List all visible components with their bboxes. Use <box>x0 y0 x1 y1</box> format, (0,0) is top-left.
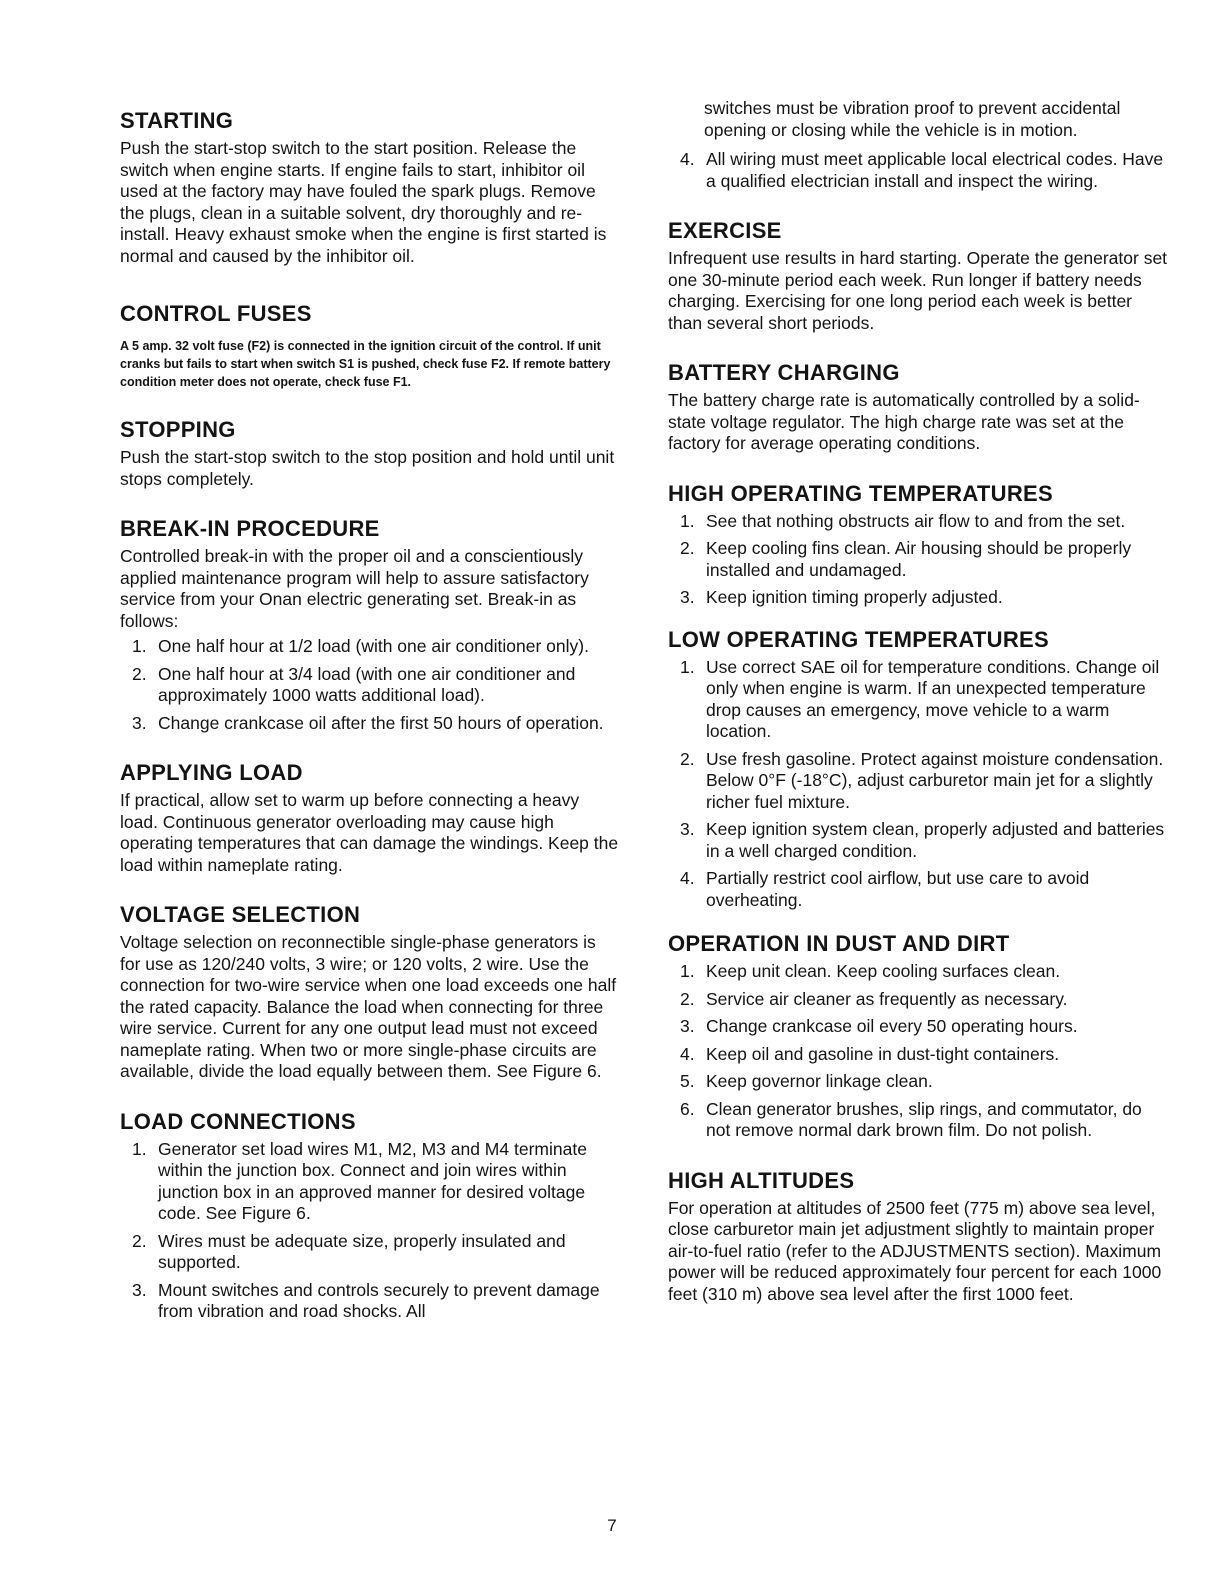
applying-load-text: If practical, allow set to warm up before connecting a heavy load. Continuous generator overloading may cause high operating temperatures that can damage the windings. Keep the load within nameplate rating. <box>120 790 619 875</box>
section-load-connections-continued <box>668 98 1168 192</box>
exercise-text: Infrequent use results in hard starting. Operate the generator set one 30-minute period each week. Run longer if battery needs charging. Exercising for one long period each week is better than several short periods. <box>668 248 1168 333</box>
section-high-altitudes <box>668 1168 1168 1306</box>
list-item: 4. All wiring must meet applicable local electrical codes. Have a qualified electrician install and inspect the wiring. <box>680 149 1164 191</box>
list-item: 2. One half hour at 3/4 load (with one air conditioner and approximately 1000 watts additional load). <box>132 663 576 705</box>
heading-voltage-selection: VOLTAGE SELECTION <box>120 902 361 927</box>
list-item: 2. Keep cooling fins clean. Air housing should be properly installed and undamaged. <box>680 538 1132 580</box>
section-applying-load <box>120 760 620 876</box>
section-control-fuses <box>120 301 620 391</box>
section-starting <box>120 108 620 267</box>
list-item: 6. Clean generator brushes, slip rings, and commutator, do not remove normal dark brown film. Do not polish. <box>680 1098 1142 1140</box>
section-load-connections <box>120 1109 620 1323</box>
stopping-text: Push the start-stop switch to the stop position and hold until unit stops completely. <box>120 447 615 489</box>
heading-low-temperatures: LOW OPERATING TEMPERATURES <box>668 626 1049 652</box>
low-temperatures-list <box>668 657 1168 912</box>
section-voltage-selection <box>120 902 620 1083</box>
heading-dust-and-dirt: OPERATION IN DUST AND DIRT <box>668 931 1010 956</box>
heading-load-connections: LOAD CONNECTIONS <box>120 1108 356 1134</box>
heading-stopping: STOPPING <box>120 417 236 442</box>
break-in-text: Controlled break-in with the proper oil and a conscientiously applied maintenance program will help to assure satisfactory service from your Onan electric generating set. Break-in as follows: <box>120 546 589 631</box>
load-connections-list <box>120 1139 620 1323</box>
heading-high-altitudes: HIGH ALTITUDES <box>668 1167 855 1193</box>
high-altitudes-text: For operation at altitudes of 2500 feet (775 m) above sea level, close carburetor main jet adjustment slightly to maintain proper air-to-fuel ratio (refer to the ADJUSTMENTS section). Maximum power will be reduced approximately four percent for each 1000 feet (310 m) above sea level after the first 1000 feet. <box>668 1197 1162 1304</box>
section-stopping <box>120 417 620 490</box>
heading-exercise: EXERCISE <box>668 218 782 243</box>
section-exercise <box>668 218 1168 334</box>
list-item: 1. Generator set load wires M1, M2, M3 and M4 terminate within the junction box. Connect and join wires within junction box in an approved manner for desired voltage code. See Figure 6. <box>132 1138 587 1223</box>
section-low-temperatures <box>668 627 1168 912</box>
heading-starting: STARTING <box>120 108 234 133</box>
list-item: 3. Change crankcase oil after the first 50 hours of operation. <box>132 712 604 733</box>
section-break-in <box>120 516 620 734</box>
section-battery-charging <box>668 360 1168 455</box>
battery-charging-text: The battery charge rate is automatically controlled by a solid-state voltage regulator. The high charge rate was set at the factory for average operating conditions. <box>668 390 1140 453</box>
list-item: 1. See that nothing obstructs air flow to and from the set. <box>680 510 1126 531</box>
list-item: 3. Keep ignition system clean, properly adjusted and batteries in a well charged condition. <box>680 819 1165 861</box>
break-in-list <box>120 636 620 734</box>
list-item: 3. Keep ignition timing properly adjusted. <box>680 587 1003 607</box>
heading-break-in: BREAK-IN PROCEDURE <box>120 516 380 541</box>
list-item: 1. One half hour at 1/2 load (with one air conditioner only). <box>132 636 589 656</box>
starting-text: Push the start-stop switch to the start position. Release the switch when engine starts. If engine fails to start, inhibitor oil used at the factory may have fouled the spark plugs. Remove the plugs, clean in a suitable solvent, dry thoroughly and re-install. Heavy exhaust smoke when the engine is first started is normal and caused by the inhibitor oil. <box>120 138 607 266</box>
section-dust-and-dirt <box>668 931 1168 1142</box>
list-item: 2. Use fresh gasoline. Protect against moisture condensation. Below 0°F (-18°C), adjust carburetor main jet for a slightly richer fuel mixture. <box>680 748 1164 812</box>
dust-and-dirt-list <box>668 961 1168 1142</box>
list-item: 4. Keep oil and gasoline in dust-tight containers. <box>680 1043 1060 1064</box>
list-item: 3. Mount switches and controls securely to prevent damage from vibration and road shocks. All <box>132 1279 600 1321</box>
list-item: 4. Partially restrict cool airflow, but use care to avoid overheating. <box>680 868 1090 910</box>
high-temperatures-list <box>668 511 1168 609</box>
right-column <box>668 98 1168 1331</box>
heading-applying-load: APPLYING LOAD <box>120 760 303 785</box>
list-item: 1. Use correct SAE oil for temperature conditions. Change oil only when engine is warm. If an unexpected temperature drop causes an emergency, move vehicle to a warm location. <box>680 656 1160 741</box>
page-number: 7 <box>607 1516 617 1535</box>
list-item: 1. Keep unit clean. Keep cooling surfaces clean. <box>680 961 1061 981</box>
list-item: 2. Service air cleaner as frequently as necessary. <box>680 988 1068 1009</box>
list-item: 2. Wires must be adequate size, properly insulated and supported. <box>132 1230 566 1272</box>
heading-battery-charging: BATTERY CHARGING <box>668 360 900 385</box>
list-item: 3. Change crankcase oil every 50 operating hours. <box>680 1016 1078 1036</box>
heading-high-temperatures: HIGH OPERATING TEMPERATURES <box>668 480 1053 506</box>
heading-control-fuses: CONTROL FUSES <box>120 301 312 326</box>
load-connections-continued-text: switches must be vibration proof to prevent accidental opening or closing while the vehicle is in motion. <box>704 98 1121 140</box>
control-fuses-text: A 5 amp. 32 volt fuse (F2) is connected in the ignition circuit of the control. If unit cranks but fails to start when switch S1 is pushed, check fuse F2. If remote battery condition meter does not operate, check fuse F1. <box>120 339 611 389</box>
voltage-selection-text: Voltage selection on reconnectible single-phase generators is for use as 120/240 volts, 3 wire; or 120 volts, 2 wire. Use the connection for two-wire service when one load exceeds one half the rated capacity. Balance the load when connecting for three wire service. Current for any one output lead must not exceed nameplate rating. When two or more single-phase circuits are available, divide the load equally between them. See Figure 6. <box>120 932 617 1081</box>
left-column <box>120 108 620 1349</box>
list-item: 5. Keep governor linkage clean. <box>680 1071 933 1091</box>
section-high-temperatures <box>668 481 1168 609</box>
load-connections-list-continued <box>668 149 1168 192</box>
